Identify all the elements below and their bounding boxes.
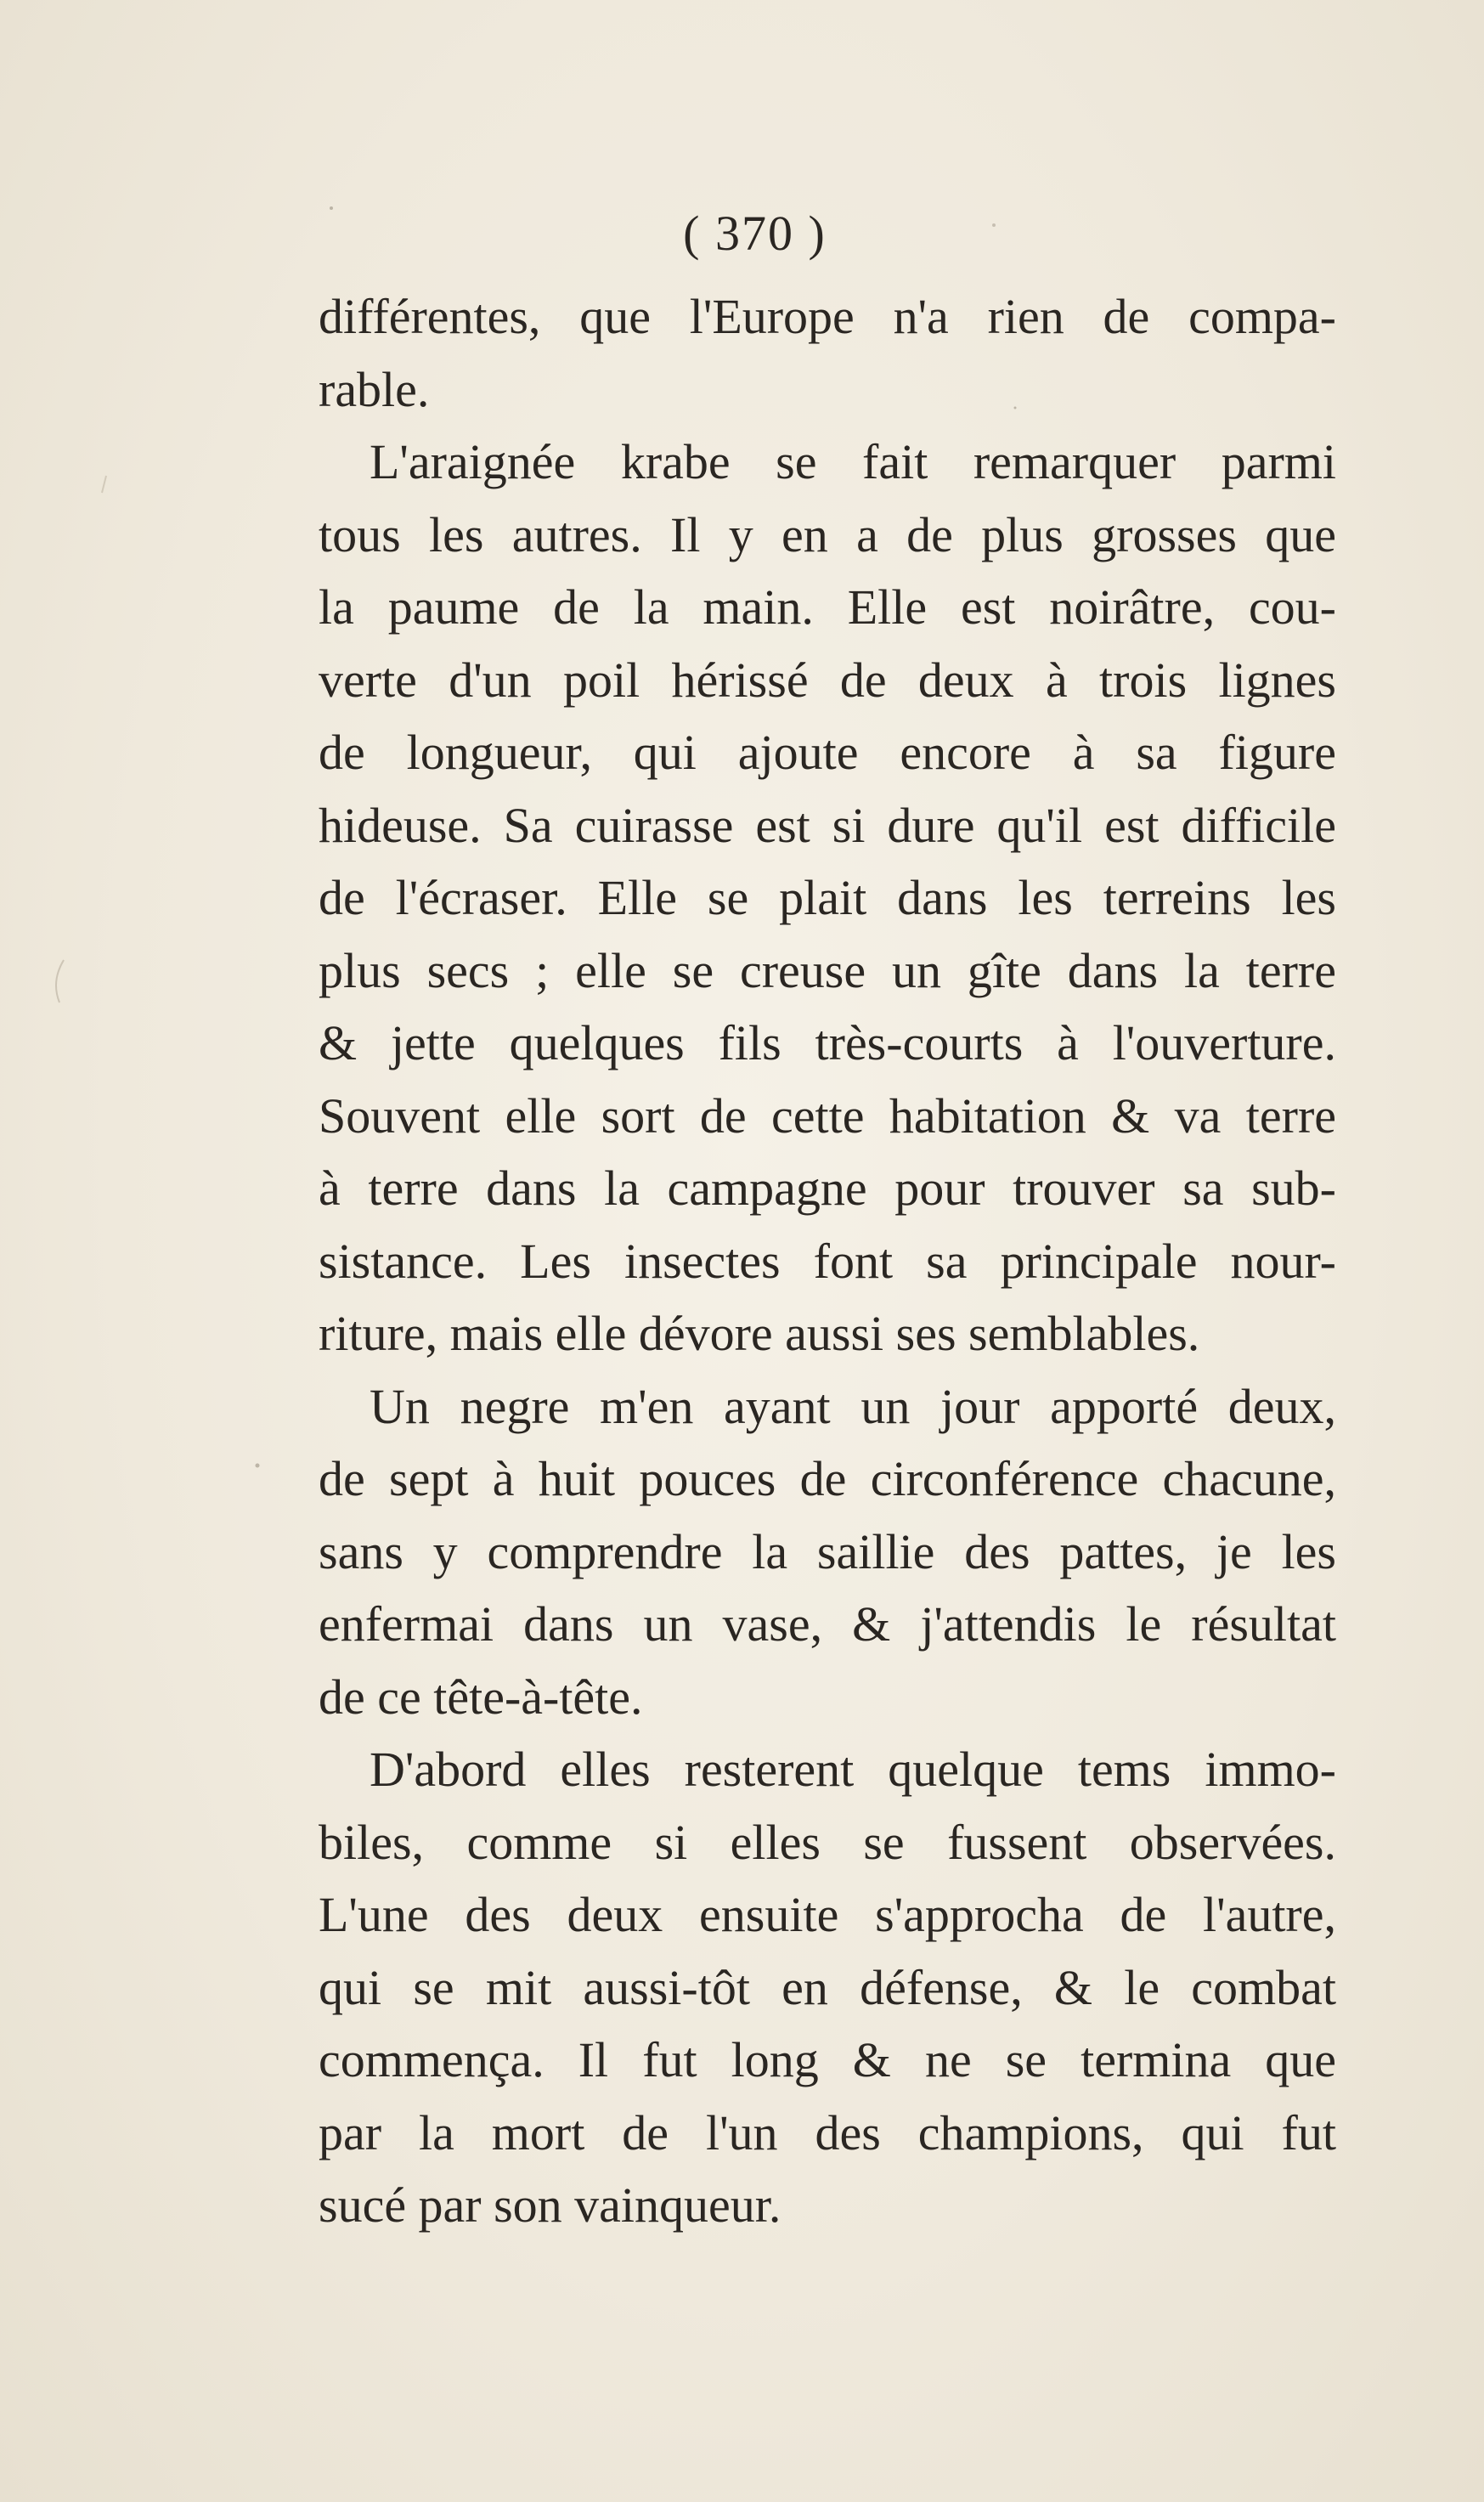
body-text	[319, 280, 1336, 2242]
text-line: de longueur, qui ajoute encore à sa figure	[319, 725, 1336, 780]
text-line: D'abord elles resterent quelque tems immo-	[370, 1742, 1336, 1797]
text-line: plus secs ; elle se creuse un gîte dans la terre	[319, 942, 1336, 998]
text-line: de l'écraser. Elle se plait dans les terreins les	[319, 870, 1336, 925]
text-line: différentes, que l'Europe n'a rien de compa-	[319, 289, 1336, 344]
text-line: verte d'un poil hérissé de deux à trois lignes	[319, 652, 1336, 708]
text-line: Souvent elle sort de cette habitation & va terre	[319, 1087, 1336, 1144]
text-line: & jette quelques fils très-courts à l'ouverture.	[319, 1015, 1336, 1070]
text-line: qui se mit aussi-tôt en défense, & le combat	[319, 1959, 1336, 2015]
text-line: de sept à huit pouces de circonférence chacune,	[319, 1451, 1336, 1506]
text-line: biles, comme si elles se fussent observées.	[319, 1814, 1336, 1870]
text-line: enfermai dans un vase, & j'attendis le résultat	[319, 1596, 1336, 1652]
text-line: de ce tête-à-tête.	[319, 1669, 643, 1725]
text-line: L'une des deux ensuite s'approcha de l'autre,	[319, 1887, 1336, 1942]
text-line: sucé par son vainqueur.	[319, 2177, 781, 2233]
text-line: par la mort de l'un des champions, qui fut	[319, 2104, 1336, 2160]
page-number-header: ( 370 )	[683, 206, 827, 261]
text-line: Un negre m'en ayant un jour apporté deux,	[370, 1378, 1336, 1434]
text-line: sistance. Les insectes font sa principale nour-	[319, 1233, 1336, 1289]
text-line: riture, mais elle dévore aussi ses semblables.	[319, 1306, 1200, 1361]
text-line: sans y comprendre la saillie des pattes, je les	[319, 1523, 1336, 1579]
text-line: commença. Il fut long & ne se termina que	[319, 2032, 1336, 2087]
text-line: hideuse. Sa cuirasse est si dure qu'il est difficile	[319, 797, 1336, 853]
text-line: L'araignée krabe se fait remarquer parmi	[370, 434, 1336, 489]
text-line: la paume de la main. Elle est noirâtre, cou-	[319, 579, 1336, 635]
text-line: rable.	[319, 361, 430, 417]
text-line: tous les autres. Il y en a de plus grosses que	[319, 506, 1336, 562]
text-line: à terre dans la campagne pour trouver sa sub-	[319, 1161, 1336, 1216]
